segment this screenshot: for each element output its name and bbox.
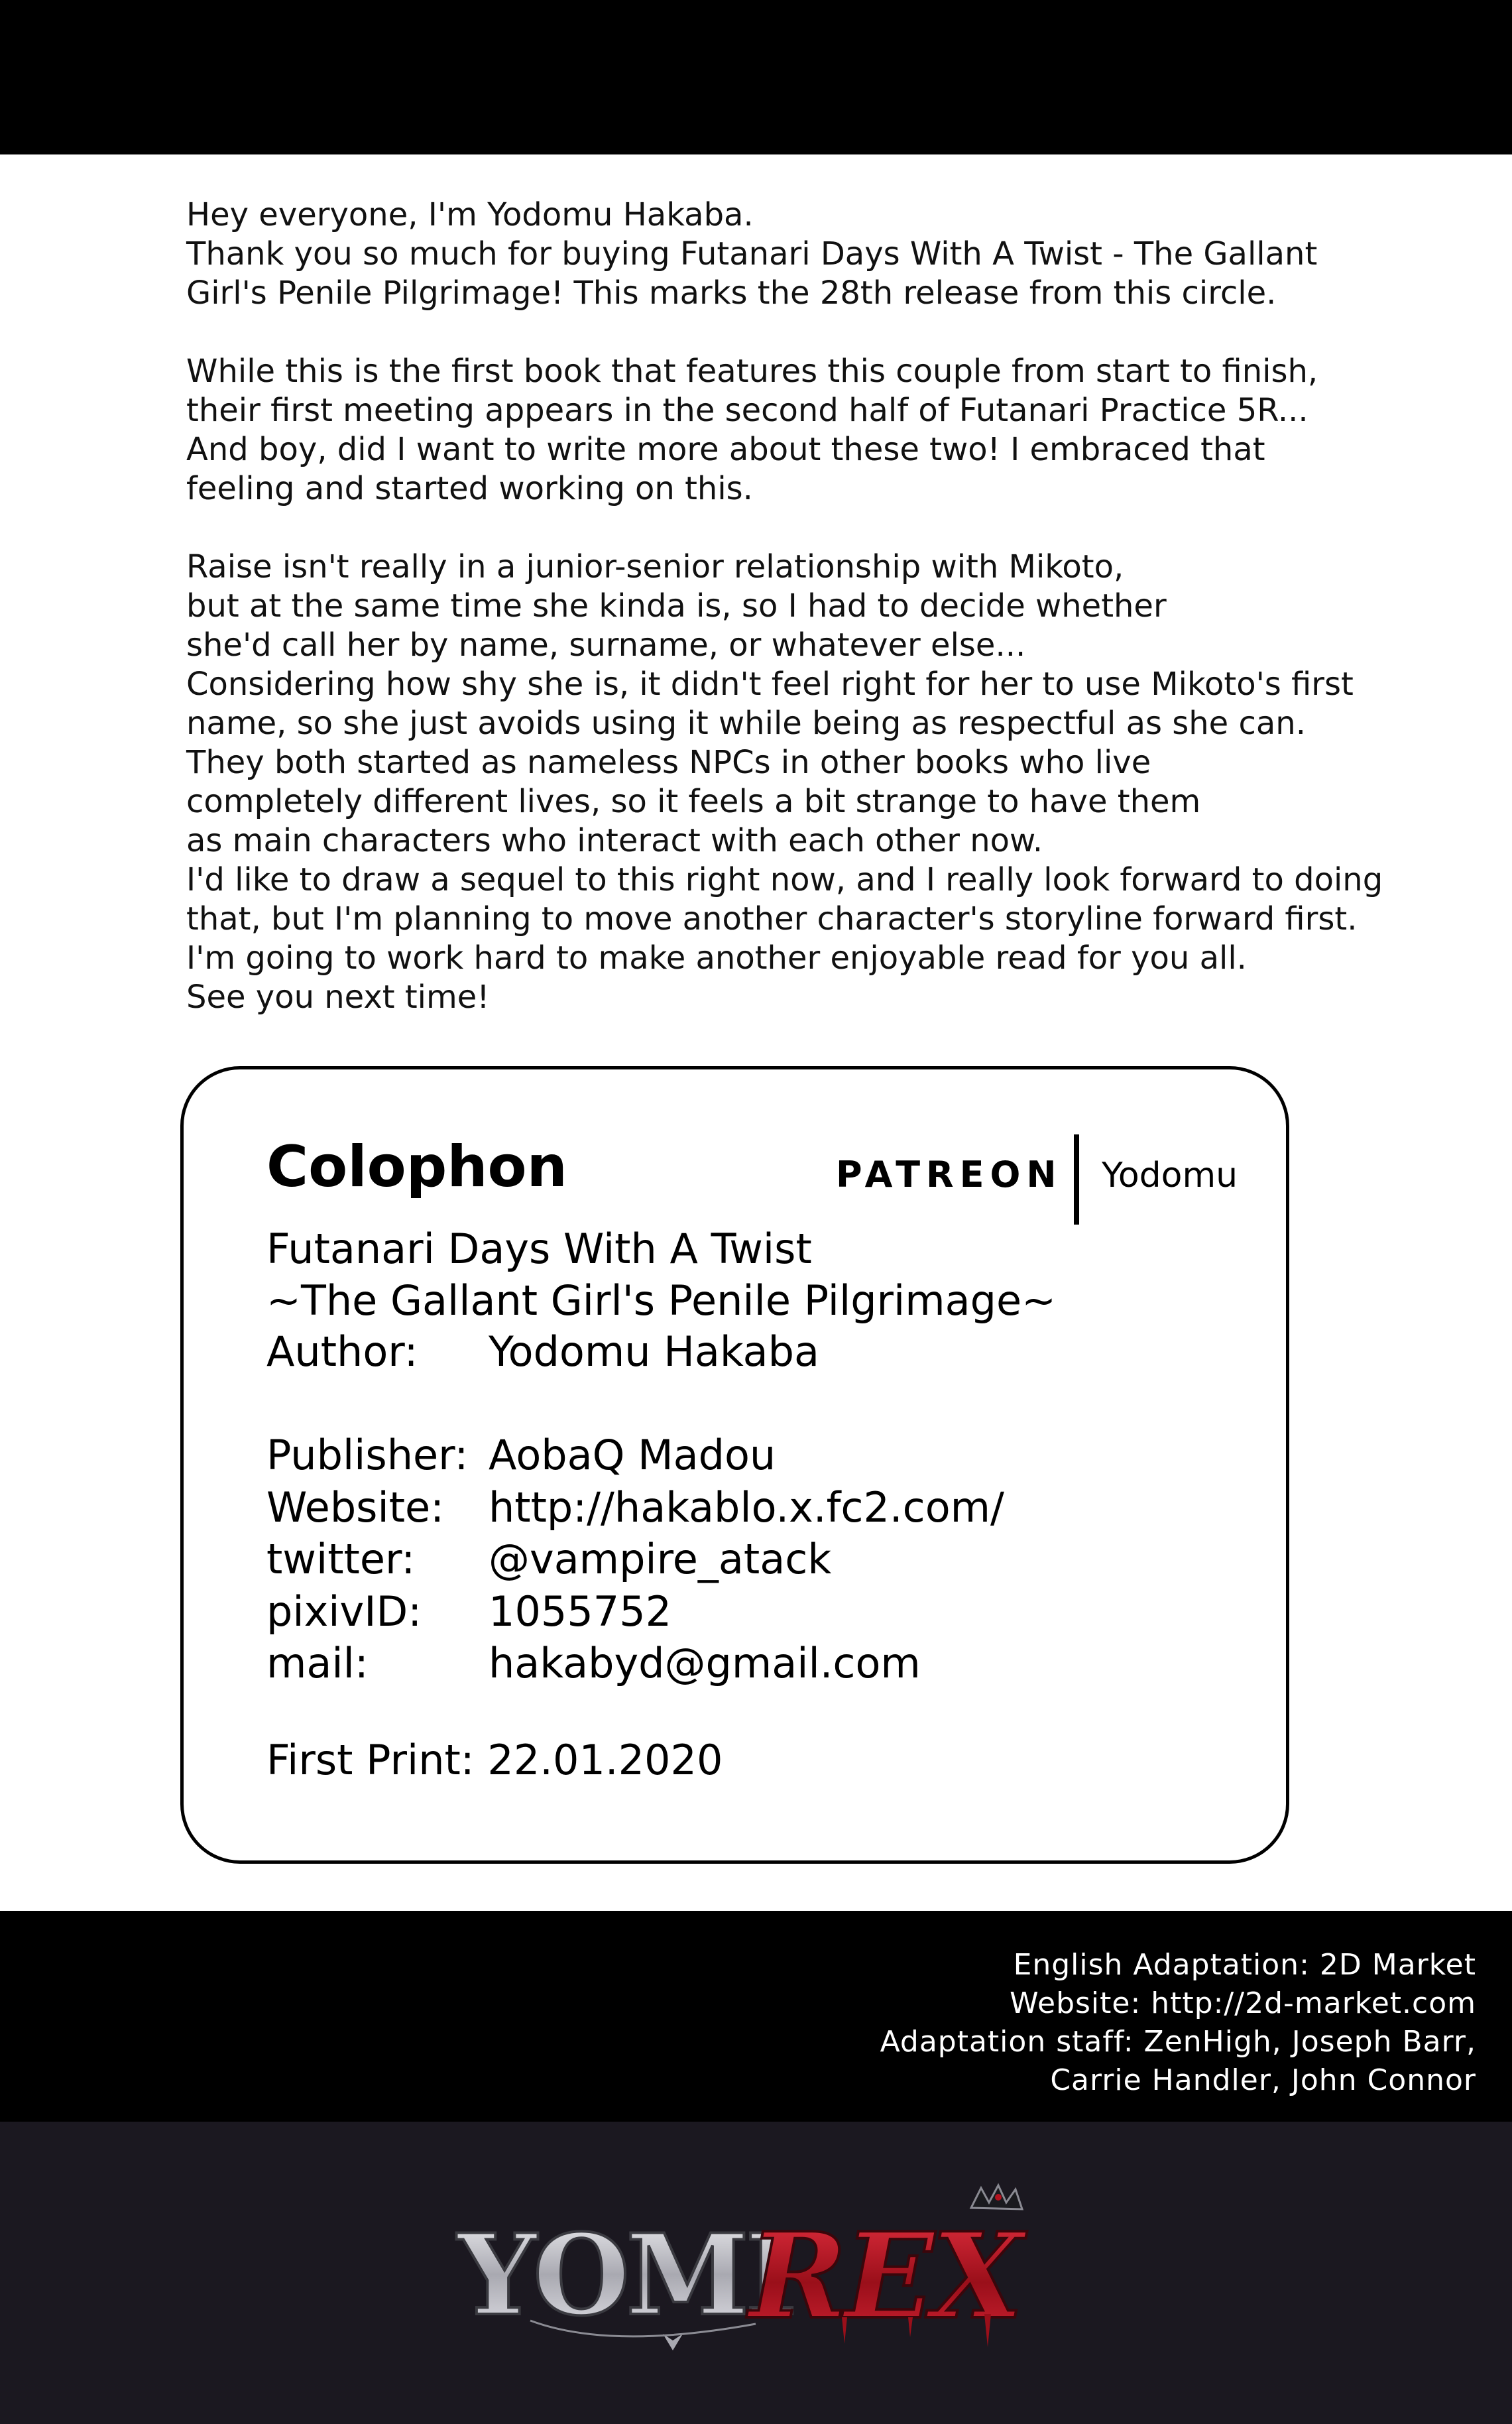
- afterword-line: They both started as nameless NPCs in other books who live: [186, 744, 1151, 781]
- patreon-name: Yodomu: [1102, 1156, 1238, 1195]
- colophon-box: [180, 1066, 1289, 1864]
- afterword-line: Thank you so much for buying Futanari Days With A Twist - The Gallant: [186, 235, 1318, 273]
- first-print: First Print: 22.01.2020: [266, 1736, 723, 1784]
- afterword-paragraph: [186, 352, 1379, 509]
- mail-value: hakabyd@gmail.com: [489, 1639, 921, 1687]
- credits-line: Website: http://2d-market.com: [1010, 1986, 1476, 2020]
- afterword-line: their first meeting appears in the second half of Futanari Practice 5R...: [186, 392, 1308, 429]
- afterword-line: Raise isn't really in a junior-senior relationship with Mikoto,: [186, 548, 1124, 585]
- credits-line: Adaptation staff: ZenHigh, Joseph Barr,: [880, 2025, 1476, 2059]
- website-label: Website:: [266, 1483, 445, 1532]
- twitter-label: twitter:: [266, 1535, 416, 1583]
- afterword-line: she'd call her by name, surname, or whatever else...: [186, 627, 1026, 664]
- afterword-line: And boy, did I want to write more about these two! I embraced that: [186, 431, 1265, 468]
- patreon-divider: [1074, 1134, 1079, 1225]
- afterword-line: but at the same time she kinda is, so I had to decide whether: [186, 587, 1167, 625]
- afterword-text: [186, 196, 1383, 1056]
- afterword-line: completely different lives, so it feels a bit strange to have them: [186, 783, 1201, 820]
- logo-bar: [0, 2122, 1512, 2424]
- afterword-paragraph: [186, 548, 1383, 1017]
- logo-text-yomi: YOMI: [457, 2209, 793, 2340]
- afterword-line: as main characters who interact with each other now.: [186, 822, 1043, 859]
- mail-label: mail:: [266, 1639, 369, 1687]
- afterword-line: Hey everyone, I'm Yodomu Hakaba.: [186, 196, 754, 233]
- afterword-line: Girl's Penile Pilgrimage! This marks the 28th release from this circle.: [186, 274, 1277, 312]
- afterword-line: Considering how shy she is, it didn't feel right for her to use Mikoto's first: [186, 666, 1354, 703]
- afterword-line: that, but I'm planning to move another character's storyline forward first.: [186, 900, 1358, 938]
- afterword-line: feeling and started working on this.: [186, 470, 753, 507]
- book-title: [266, 1223, 1056, 1327]
- afterword-line: name, so she just avoids using it while being as respectful as she can.: [186, 705, 1306, 742]
- credits-line: Carrie Handler, John Connor: [1050, 2063, 1476, 2097]
- adaptation-credits: [880, 1946, 1476, 2100]
- yomirex-logo-graphic: [451, 2181, 1067, 2380]
- publisher-value: AobaQ Madou: [489, 1431, 776, 1479]
- pixiv-value: 1055752: [489, 1587, 672, 1636]
- colophon-heading: Colophon: [266, 1134, 567, 1200]
- logo-text-rex: REX: [749, 2207, 1021, 2345]
- top-black-bar: [0, 0, 1512, 154]
- pixiv-label: pixivID:: [266, 1587, 422, 1636]
- crown-icon: [971, 2185, 1022, 2209]
- afterword-line: I'd like to draw a sequel to this right now, and I really look forward to doing: [186, 861, 1383, 898]
- patreon-label: PATREON: [836, 1154, 1063, 1195]
- afterword-line: I'm going to work hard to make another enjoyable read for you all.: [186, 939, 1247, 977]
- book-title-line: Futanari Days With A Twist: [266, 1225, 812, 1273]
- author-label: Author:: [266, 1327, 418, 1376]
- yomirex-logo: [451, 2181, 1067, 2380]
- credits-line: English Adaptation: 2D Market: [1013, 1948, 1476, 1982]
- author-value: Yodomu Hakaba: [489, 1327, 820, 1376]
- credits-bar: [0, 1911, 1512, 2122]
- book-subtitle-line: ~The Gallant Girl's Penile Pilgrimage~: [266, 1276, 1057, 1325]
- afterword-paragraph: [186, 196, 1379, 313]
- website-value: http://hakablo.x.fc2.com/: [489, 1483, 1004, 1532]
- afterword-line: While this is the first book that features this couple from start to finish,: [186, 353, 1318, 390]
- publisher-label: Publisher:: [266, 1431, 469, 1479]
- afterword-line: See you next time!: [186, 979, 490, 1016]
- twitter-value: @vampire_atack: [489, 1535, 832, 1583]
